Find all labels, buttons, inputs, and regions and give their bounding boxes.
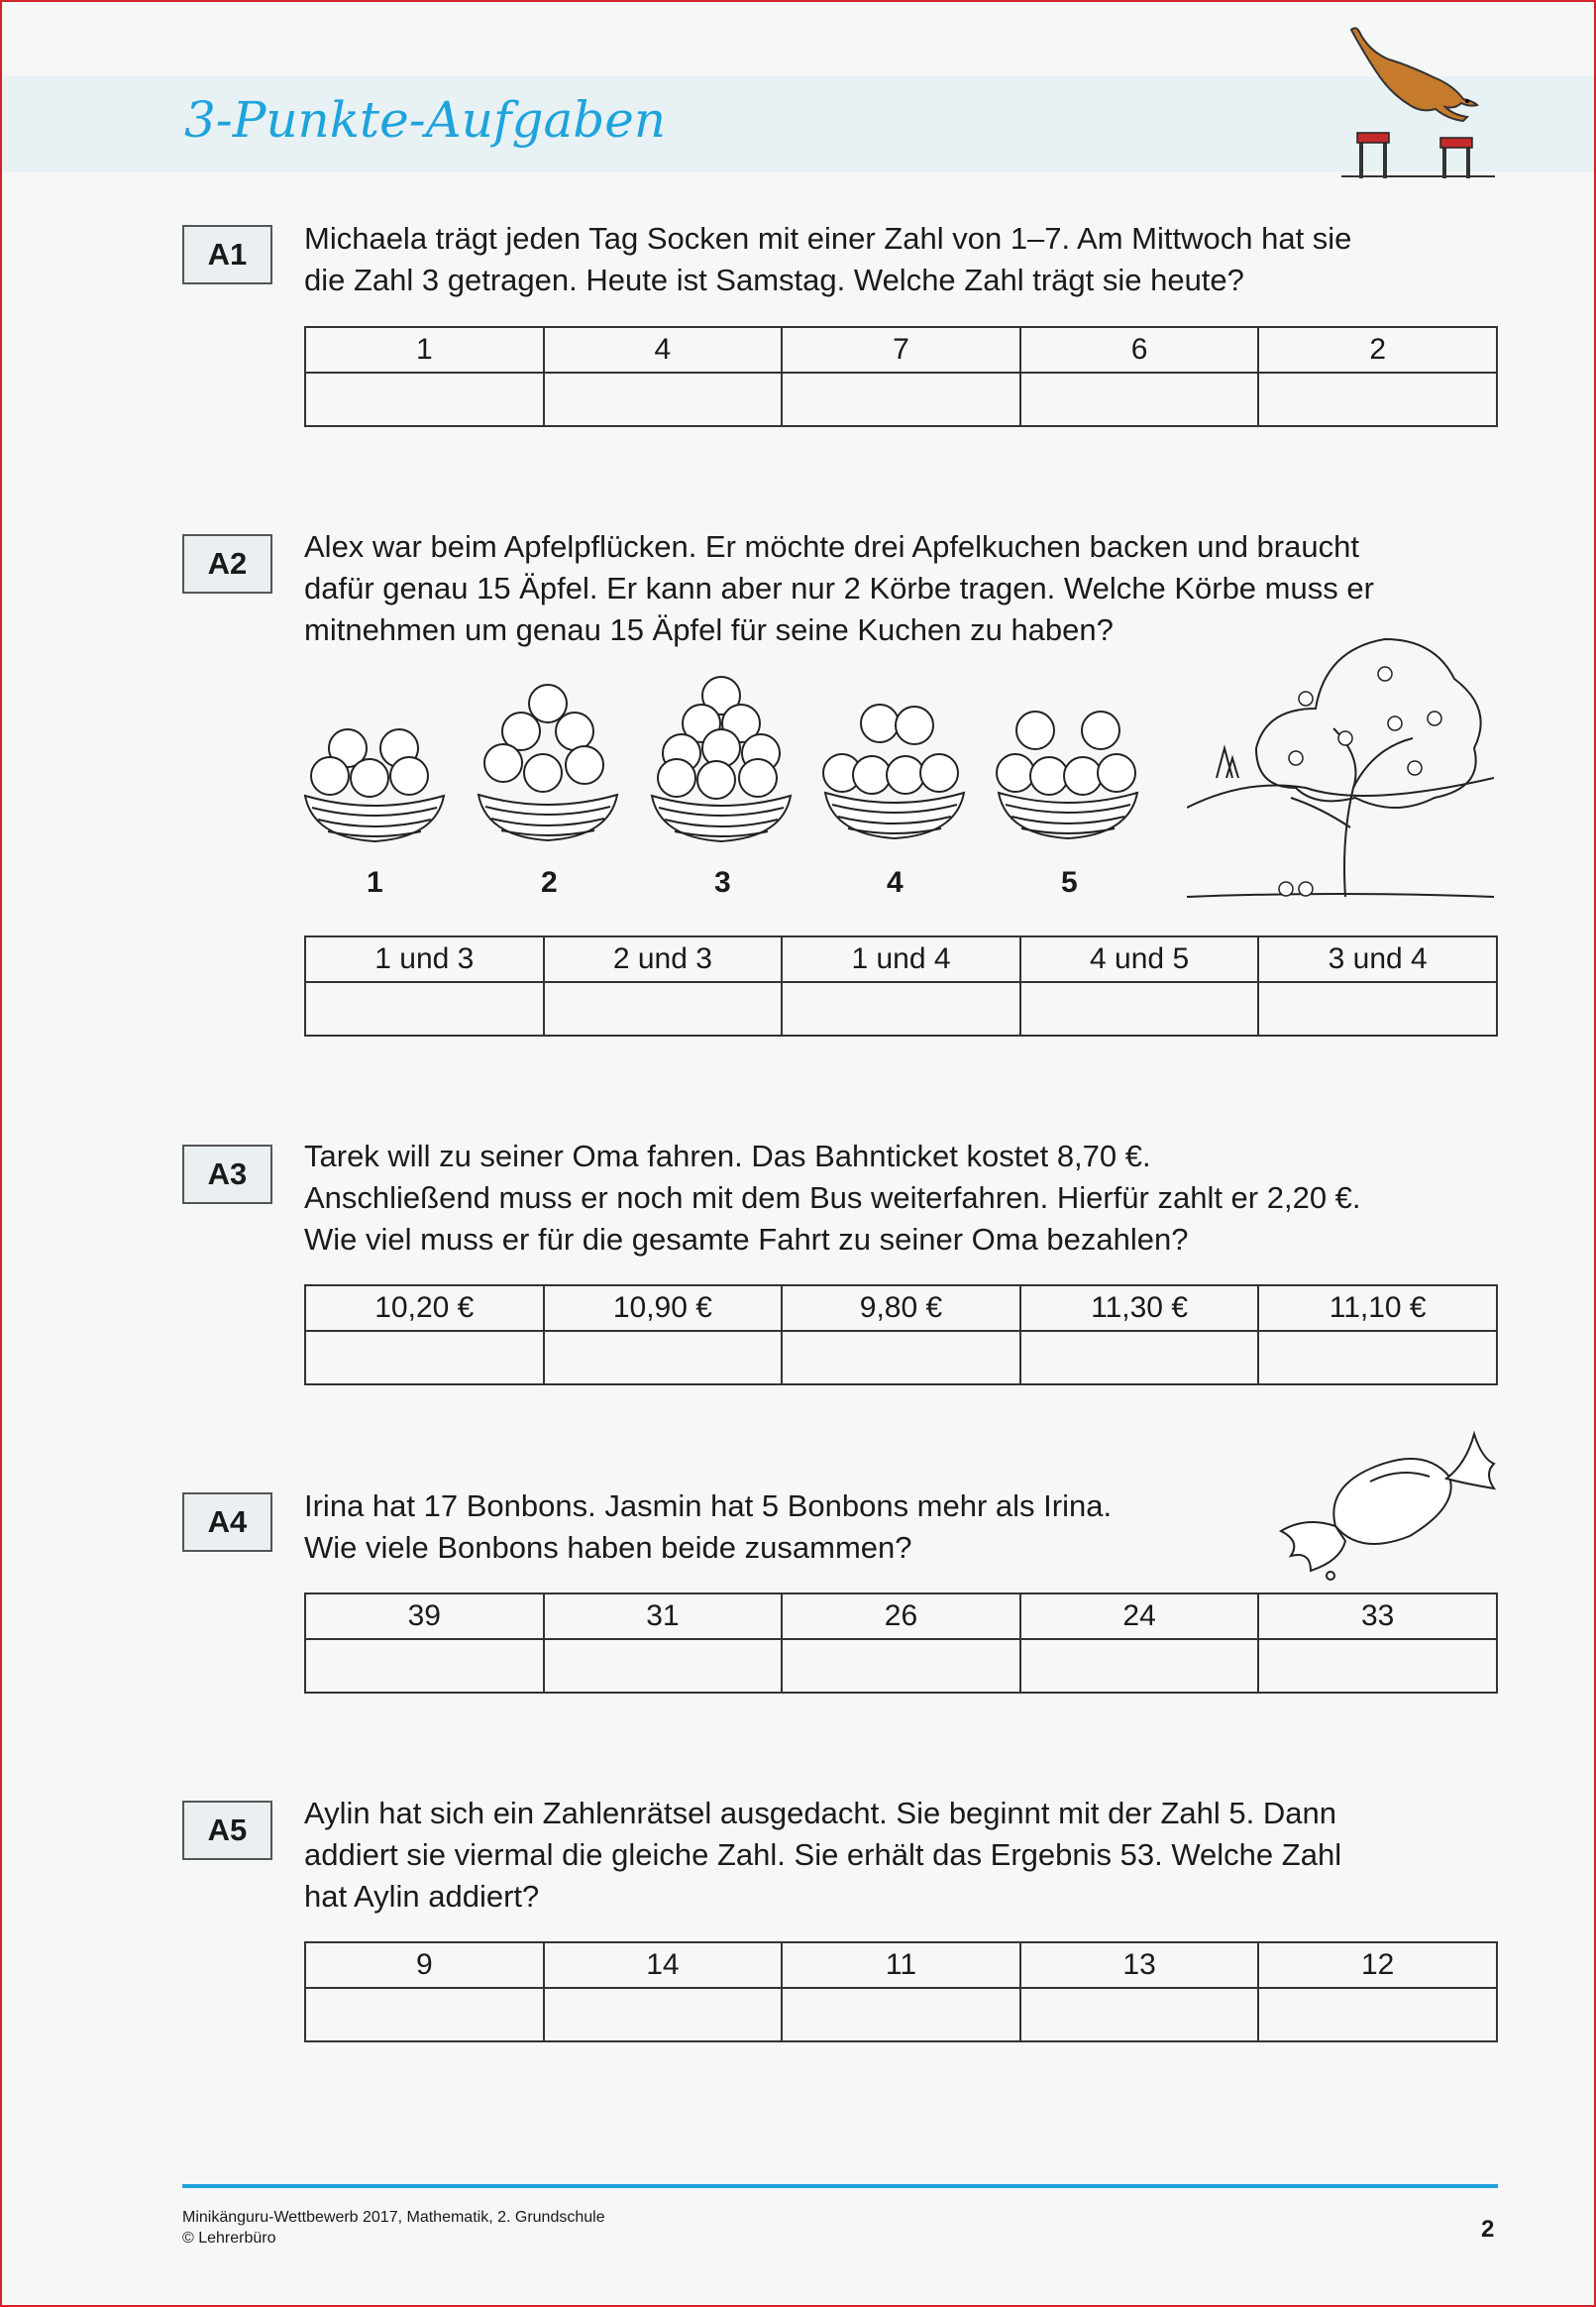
answer-box[interactable] — [782, 1988, 1020, 2041]
footer-divider — [182, 2184, 1498, 2188]
basket-number: 1 — [367, 866, 383, 899]
answer-option: 11 — [782, 1942, 1020, 1988]
task-label: A2 — [182, 534, 272, 594]
answer-option: 4 — [544, 327, 783, 373]
candy-icon — [1276, 1427, 1499, 1586]
answer-option: 39 — [305, 1593, 544, 1639]
answer-option: 33 — [1258, 1593, 1497, 1639]
answer-box[interactable] — [305, 1988, 544, 2041]
question-line: mitnehmen um genau 15 Äpfel für seine Kuchen zu haben? — [304, 612, 1114, 647]
answer-option: 1 und 3 — [305, 936, 544, 982]
answer-box[interactable] — [1020, 982, 1259, 1036]
answer-box[interactable] — [305, 1331, 544, 1384]
question-line: Wie viel muss er für die gesamte Fahrt zu seiner Oma bezahlen? — [304, 1222, 1189, 1257]
answer-option: 12 — [1258, 1942, 1497, 1988]
answer-box[interactable] — [1020, 373, 1259, 426]
apple-basket-icon — [647, 669, 796, 847]
question-line: dafür genau 15 Äpfel. Er kann aber nur 2 Körbe tragen. Welche Körbe muss er — [304, 571, 1374, 605]
page-title: 3-Punkte-Aufgaben — [184, 91, 667, 149]
apple-basket-icon — [994, 699, 1142, 847]
answer-option: 9 — [305, 1942, 544, 1988]
answer-table — [304, 1593, 1498, 1694]
answer-box[interactable] — [782, 1639, 1020, 1693]
question-line: Michaela trägt jeden Tag Socken mit einer Zahl von 1–7. Am Mittwoch hat sie — [304, 221, 1352, 256]
apple-basket-icon — [820, 694, 969, 847]
footer-line-2: © Lehrerbüro — [182, 2230, 276, 2247]
answer-option: 2 und 3 — [544, 936, 783, 982]
footer-line-1: Minikänguru-Wettbewerb 2017, Mathematik, 2. Grundschule — [182, 2209, 605, 2226]
basket-number: 3 — [714, 866, 731, 899]
answer-box[interactable] — [544, 1331, 783, 1384]
answer-option: 11,30 € — [1020, 1285, 1259, 1331]
answer-box[interactable] — [544, 982, 783, 1036]
task-question — [304, 1793, 1503, 1918]
page-number: 2 — [1481, 2216, 1495, 2243]
answer-option: 6 — [1020, 327, 1259, 373]
answer-table — [304, 1284, 1498, 1385]
question-line: hat Aylin addiert? — [304, 1879, 540, 1914]
answer-option: 1 und 4 — [782, 936, 1020, 982]
task-label: A1 — [182, 225, 272, 284]
answer-table — [304, 935, 1498, 1037]
answer-option: 2 — [1258, 327, 1497, 373]
answer-box[interactable] — [1258, 1639, 1497, 1693]
answer-table — [304, 326, 1498, 427]
answer-option: 4 und 5 — [1020, 936, 1259, 982]
basket-number: 5 — [1061, 866, 1078, 899]
answer-box[interactable] — [544, 1988, 783, 2041]
answer-box[interactable] — [305, 982, 544, 1036]
answer-box[interactable] — [782, 373, 1020, 426]
question-line: Alex war beim Apfelpflücken. Er möchte drei Apfelkuchen backen und braucht — [304, 529, 1359, 564]
apple-tree-icon — [1187, 629, 1494, 907]
answer-box[interactable] — [305, 1639, 544, 1693]
answer-box[interactable] — [782, 982, 1020, 1036]
apple-basket-icon — [474, 674, 622, 847]
task-label: A4 — [182, 1492, 272, 1552]
task-label: A3 — [182, 1145, 272, 1204]
answer-option: 10,90 € — [544, 1285, 783, 1331]
answer-box[interactable] — [1020, 1639, 1259, 1693]
question-line: Anschließend muss er noch mit dem Bus weiterfahren. Hierfür zahlt er 2,20 €. — [304, 1180, 1361, 1215]
answer-option: 14 — [544, 1942, 783, 1988]
question-line: Tarek will zu seiner Oma fahren. Das Bahnticket kostet 8,70 €. — [304, 1139, 1151, 1173]
answer-option: 10,20 € — [305, 1285, 544, 1331]
answer-option: 9,80 € — [782, 1285, 1020, 1331]
answer-option: 26 — [782, 1593, 1020, 1639]
answer-option: 7 — [782, 327, 1020, 373]
answer-box[interactable] — [305, 373, 544, 426]
answer-box[interactable] — [782, 1331, 1020, 1384]
task-question — [304, 218, 1503, 301]
footer-credits — [182, 2207, 605, 2249]
answer-box[interactable] — [1258, 982, 1497, 1036]
kangaroo-hurdle-icon — [1331, 20, 1500, 178]
question-line: Wie viele Bonbons haben beide zusammen? — [304, 1530, 912, 1565]
answer-box[interactable] — [1258, 1331, 1497, 1384]
task-question — [304, 1136, 1503, 1261]
answer-option: 13 — [1020, 1942, 1259, 1988]
answer-option: 31 — [544, 1593, 783, 1639]
answer-option: 11,10 € — [1258, 1285, 1497, 1331]
basket-number: 4 — [887, 866, 904, 899]
question-line: Aylin hat sich ein Zahlenrätsel ausgedacht. Sie beginnt mit der Zahl 5. Dann — [304, 1796, 1336, 1830]
question-line: die Zahl 3 getragen. Heute ist Samstag. Welche Zahl trägt sie heute? — [304, 263, 1244, 297]
answer-option: 24 — [1020, 1593, 1259, 1639]
task-label: A5 — [182, 1801, 272, 1860]
answer-box[interactable] — [544, 373, 783, 426]
answer-box[interactable] — [1020, 1988, 1259, 2041]
answer-box[interactable] — [1258, 1988, 1497, 2041]
question-line: addiert sie viermal die gleiche Zahl. Sie erhält das Ergebnis 53. Welche Zahl — [304, 1837, 1342, 1872]
answer-box[interactable] — [1020, 1331, 1259, 1384]
answer-box[interactable] — [544, 1639, 783, 1693]
apple-basket-icon — [300, 709, 449, 847]
answer-option: 1 — [305, 327, 544, 373]
answer-box[interactable] — [1258, 373, 1497, 426]
answer-table — [304, 1941, 1498, 2042]
question-line: Irina hat 17 Bonbons. Jasmin hat 5 Bonbons mehr als Irina. — [304, 1488, 1113, 1523]
answer-option: 3 und 4 — [1258, 936, 1497, 982]
basket-number: 2 — [541, 866, 558, 899]
